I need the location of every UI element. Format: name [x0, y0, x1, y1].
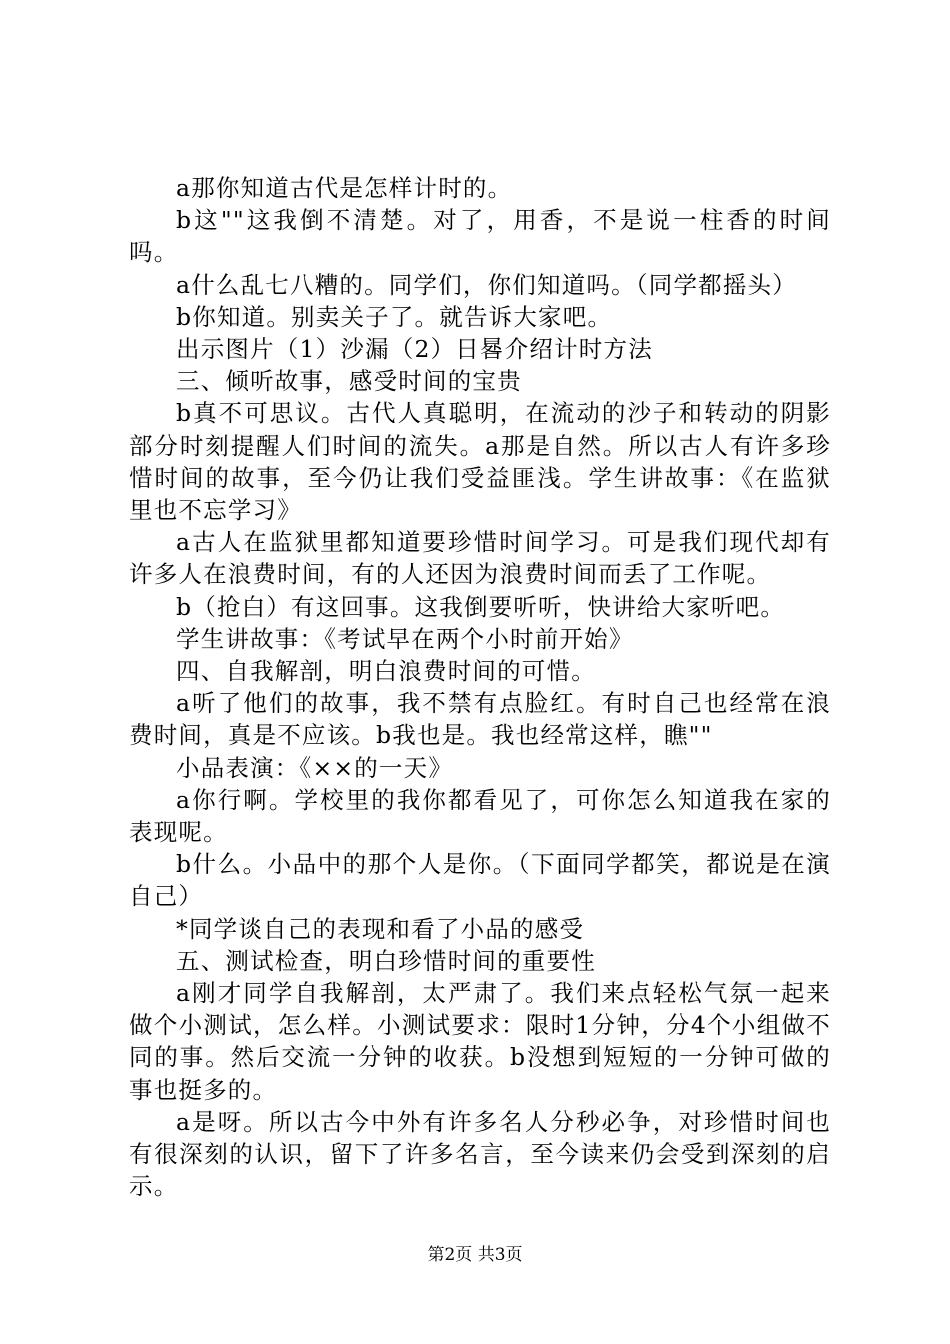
paragraph: a听了他们的故事，我不禁有点脸红。有时自己也经常在浪费时间，真是不应该。b我也是。我也经常这样，瞧"": [129, 689, 831, 750]
section-heading: 三、倾听故事，感受时间的宝贵: [176, 367, 522, 396]
paragraph: b真不可思议。古代人真聪明，在流动的沙子和转动的阴影部分时刻提醒人们时间的流失。a那是自然。所以古人有许多珍惜时间的故事，至今仍让我们受益匪浅。学生讲故事：《在监狱里也不忘学习》: [129, 399, 831, 525]
section-heading: 五、测试检查，明白珍惜时间的重要性: [176, 946, 596, 975]
paragraph: a古人在监狱里都知道要珍惜时间学习。可是我们现代却有许多人在浪费时间，有的人还因为浪费时间而丢了工作呢。: [129, 528, 831, 589]
paragraph: a什么乱七八糟的。同学们，你们知道吗。（同学都摇头）: [176, 270, 797, 299]
paragraph: b这""这我倒不清楚。对了，用香，不是说一柱香的时间吗。: [129, 206, 831, 267]
page-footer: 第2页 共3页: [427, 1245, 523, 1265]
paragraph: a是呀。所以古今中外有许多名人分秒必争，对珍惜时间也有很深刻的认识，留下了许多名言，至今读来仍会受到深刻的启示。: [129, 1107, 831, 1201]
paragraph: 小品表演：《××的一天》: [176, 753, 454, 782]
paragraph: a刚才同学自我解剖，太严肃了。我们来点轻松气氛一起来做个小测试，怎么样。小测试要求：限时1分钟，分4个小组做不同的事。然后交流一分钟的收获。b没想到短短的一分钟可做的事也挺多的。: [129, 979, 831, 1104]
paragraph: a那你知道古代是怎样计时的。: [176, 174, 513, 202]
paragraph: 学生讲故事：《考试早在两个小时前开始》: [176, 624, 634, 653]
paragraph: 出示图片（1）沙漏（2）日晷介绍计时方法: [176, 335, 653, 364]
body-text: [129, 172, 831, 1203]
paragraph: b什么。小品中的那个人是你。（下面同学都笑，都说是在演自己）: [129, 850, 831, 911]
paragraph: b你知道。别卖关子了。就告诉大家吧。: [176, 302, 613, 331]
paragraph: a你行啊。学校里的我你都看见了，可你怎么知道我在家的表现呢。: [129, 785, 831, 847]
paragraph: b（抢白）有这回事。这我倒要听听，快讲给大家听吧。: [176, 592, 786, 621]
paragraph: *同学谈自己的表现和看了小品的感受: [176, 914, 585, 943]
section-heading: 四、自我解剖，明白浪费时间的可惜。: [176, 657, 596, 686]
